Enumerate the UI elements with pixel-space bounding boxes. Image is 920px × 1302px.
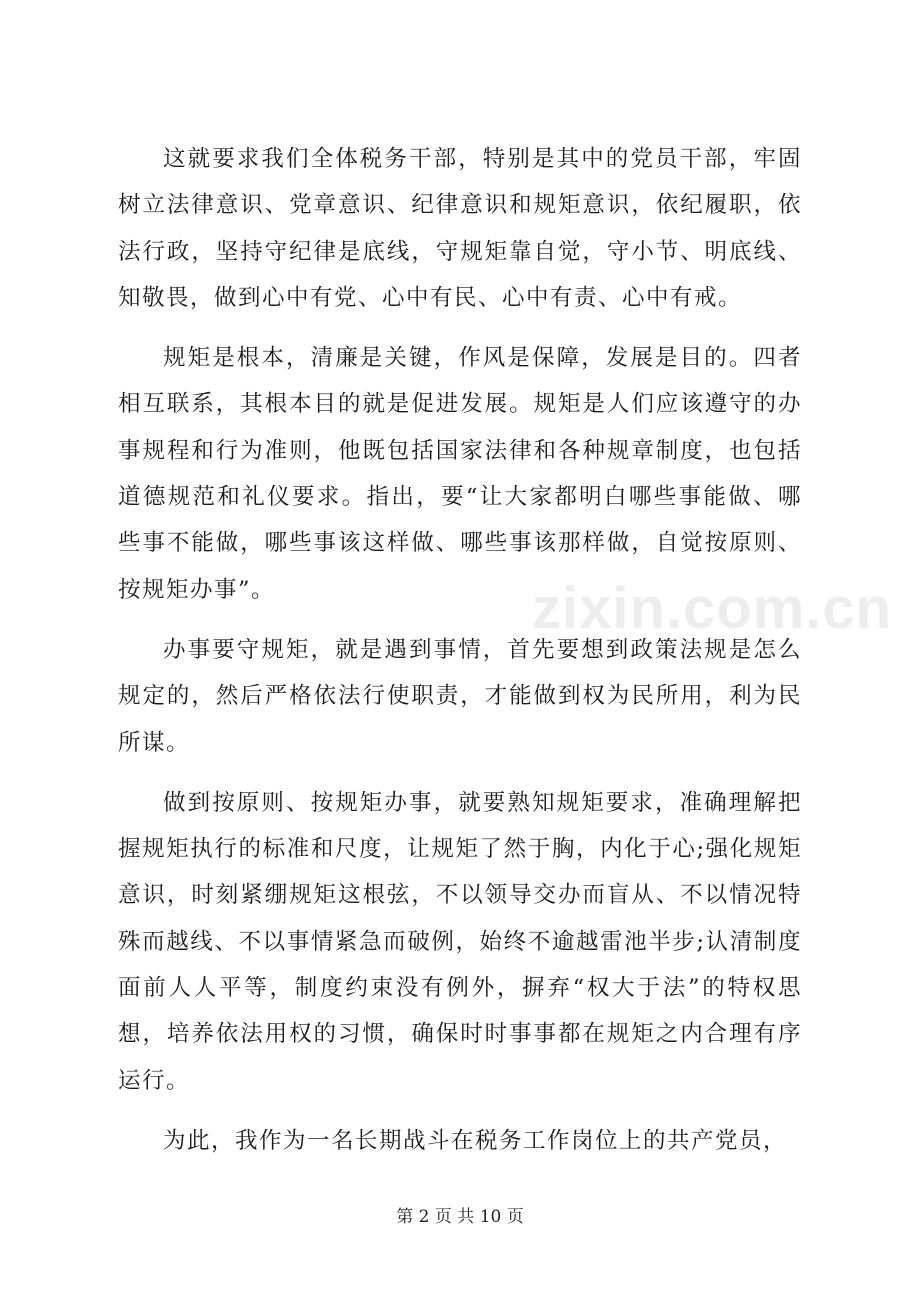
document-body [118, 136, 802, 1178]
paragraph: 做到按原则、按规矩办事，就要熟知规矩要求，准确理解把握规矩执行的标准和尺度，让规矩了然于胸，内化于心;强化规矩意识，时刻紧绷规矩这根弦，不以领导交办而盲从、不以情况特殊而越线、不以事情紧急而破例，始终不逾越雷池半步;认清制度面前人人平等，制度约束没有例外，摒弃“权大于法”的特权思想，培养依法用权的习惯，确保时时事事都在规矩之内合理有序运行。 [118, 789, 802, 1094]
paragraph: 为此，我作为一名长期战斗在税务工作岗位上的共产党员， [163, 1127, 788, 1154]
paragraph: 这就要求我们全体税务干部，特别是其中的党员干部，牢固树立法律意识、党章意识、纪律意识和规矩意识，依纪履职，依法行政，坚持守纪律是底线，守规矩靠自觉，守小节、明底线、知敬畏，做到心中有党、心中有民、心中有责、心中有戒。 [118, 146, 802, 311]
paragraph: 办事要守规矩，就是遇到事情，首先要想到政策法规是怎么规定的，然后严格依法行使职责，才能做到权为民所用，利为民所谋。 [118, 636, 802, 756]
paragraph: 规矩是根本，清廉是关键，作风是保障，发展是目的。四者相互联系，其根本目的就是促进发展。规矩是人们应该遵守的办事规程和行为准则，他既包括国家法律和各种规章制度，也包括道德规范和礼仪要求。指出，要“让大家都明白哪些事能做、哪些事不能做，哪些事该这样做、哪些事该那样做，自觉按原则、按规矩办事”。 [118, 345, 802, 603]
page-footer: 第 2 页 共 10 页 [396, 1207, 524, 1227]
watermark: zixin.com.cn [532, 576, 893, 641]
